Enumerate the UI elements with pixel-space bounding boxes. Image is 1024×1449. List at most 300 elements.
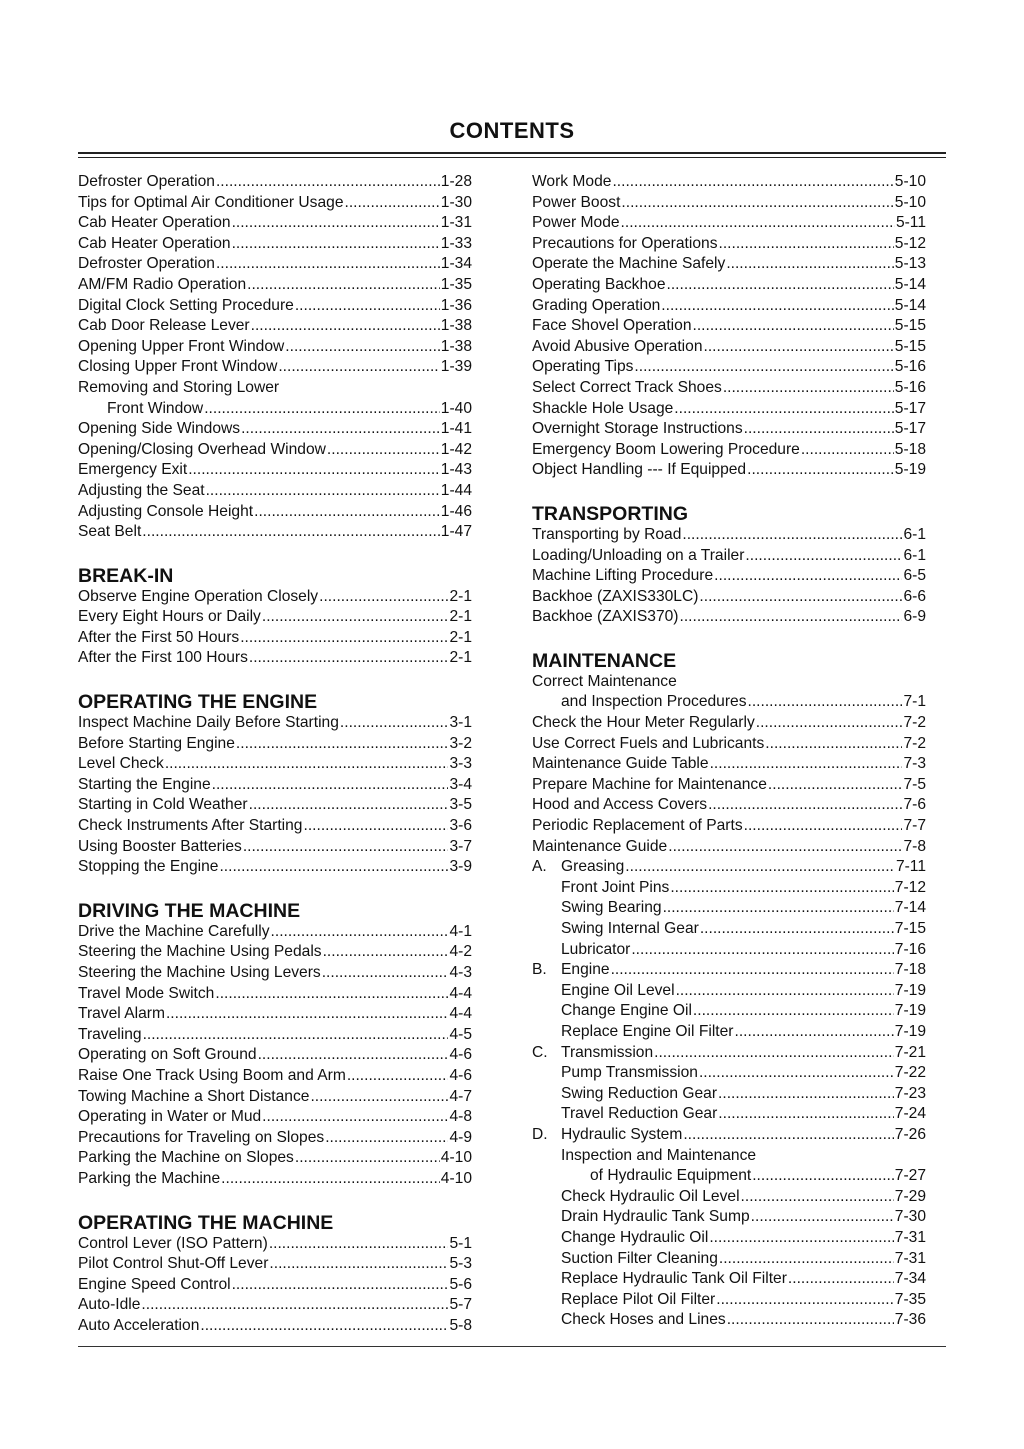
toc-entry-title: Change Engine Oil	[561, 1002, 692, 1020]
dot-leader	[683, 1125, 893, 1146]
toc-entry[interactable]	[532, 775, 926, 796]
toc-entry[interactable]	[78, 460, 472, 481]
toc-entry-page: 4-6	[449, 1066, 472, 1084]
toc-entry-title: Cab Heater Operation	[78, 234, 231, 252]
dot-leader	[271, 922, 449, 943]
toc-entry-title: Tips for Optimal Air Conditioner Usage	[78, 193, 344, 211]
dot-leader	[188, 460, 440, 481]
toc-entry-title: Digital Clock Setting Procedure	[78, 296, 294, 314]
toc-entry-page: 7-31	[894, 1228, 926, 1246]
toc-entry-title: Drive the Machine Carefully	[78, 922, 270, 940]
toc-entry[interactable]	[532, 898, 926, 919]
toc-entry-page: 2-1	[449, 608, 472, 626]
dot-leader	[718, 1084, 894, 1105]
toc-entry-title: Object Handling --- If Equipped	[532, 461, 747, 479]
toc-entry[interactable]	[532, 525, 926, 546]
toc-column-left	[78, 172, 472, 1337]
toc-entry-page: 3-1	[449, 714, 472, 732]
toc-entry-title: Change Hydraulic Oil	[561, 1228, 709, 1246]
toc-entry-page: 6-1	[903, 546, 926, 564]
toc-entry[interactable]	[78, 522, 472, 543]
toc-entry-title: Inspection and Maintenance	[561, 1146, 757, 1164]
toc-entry-title: Closing Upper Front Window	[78, 358, 278, 376]
toc-entry[interactable]	[532, 1310, 926, 1331]
dot-leader	[667, 275, 894, 296]
toc-entry[interactable]	[532, 960, 926, 981]
section-heading: OPERATING THE ENGINE	[78, 691, 318, 714]
toc-entry[interactable]	[78, 1316, 472, 1337]
toc-entry[interactable]	[532, 816, 926, 837]
toc-entry-page: 1-36	[440, 296, 472, 314]
toc-entry[interactable]	[78, 440, 472, 461]
toc-entry[interactable]	[78, 213, 472, 234]
toc-entry[interactable]	[78, 1087, 472, 1108]
toc-entry-page: 4-6	[449, 1046, 472, 1064]
dot-leader	[704, 337, 894, 358]
toc-entry[interactable]	[532, 713, 926, 734]
dot-leader	[745, 546, 902, 567]
dot-leader	[752, 1166, 894, 1187]
toc-entry[interactable]	[532, 275, 926, 296]
toc-entry[interactable]	[532, 1063, 926, 1084]
toc-entry[interactable]	[532, 672, 926, 693]
toc-entry-page: 7-36	[894, 1311, 926, 1329]
dot-leader	[347, 1066, 449, 1087]
toc-entry[interactable]	[78, 357, 472, 378]
dot-leader	[801, 440, 894, 461]
toc-entry-title: Power Boost	[532, 193, 621, 211]
toc-entry[interactable]	[532, 1228, 926, 1249]
toc-entry-page: 5-13	[894, 255, 926, 273]
toc-entry[interactable]	[532, 1187, 926, 1208]
dot-leader	[714, 566, 902, 587]
toc-entry[interactable]	[532, 878, 926, 899]
toc-entry-page: 7-11	[895, 858, 926, 876]
toc-entry-title: Hydraulic System	[561, 1125, 683, 1143]
dot-leader	[303, 816, 448, 837]
toc-entry-page: 7-15	[894, 920, 926, 937]
toc-entry-page: 4-10	[440, 1149, 472, 1167]
toc-entry-page: 7-35	[894, 1290, 926, 1308]
dot-leader	[215, 984, 448, 1005]
toc-entry[interactable]	[532, 1043, 926, 1064]
toc-entry-title: Every Eight Hours or Daily	[78, 608, 261, 626]
toc-entry[interactable]	[78, 399, 472, 420]
toc-entry-title: Precautions for Traveling on Slopes	[78, 1128, 325, 1146]
toc-entry-title: Operating Tips	[532, 358, 634, 376]
toc-entry[interactable]	[532, 546, 926, 567]
dot-leader	[249, 795, 449, 816]
toc-entry[interactable]	[532, 754, 926, 775]
toc-entry-title: Transporting by Road	[532, 525, 682, 543]
toc-entry-page: 1-41	[440, 420, 472, 438]
toc-entry-title: Pump Transmission	[561, 1064, 698, 1082]
dot-leader	[232, 234, 440, 255]
toc-entry-page: 7-5	[903, 775, 926, 793]
toc-entry-title: Auto-Idle	[78, 1296, 141, 1314]
toc-entry[interactable]	[78, 837, 472, 858]
dot-leader	[141, 1295, 448, 1316]
dot-leader	[741, 1187, 894, 1208]
toc-entry[interactable]	[532, 566, 926, 587]
toc-column-right	[532, 172, 926, 1331]
dot-leader	[625, 857, 895, 878]
dot-leader	[709, 1228, 893, 1249]
toc-entry-page: 1-46	[440, 502, 472, 520]
toc-entry[interactable]	[78, 607, 472, 628]
toc-entry-page: 7-24	[894, 1105, 926, 1123]
toc-entry-page: 2-1	[449, 628, 472, 646]
toc-entry-title: Machine Lifting Procedure	[532, 567, 714, 585]
dot-leader	[322, 963, 449, 984]
toc-entry[interactable]	[532, 419, 926, 440]
toc-entry[interactable]	[532, 940, 926, 961]
toc-entry[interactable]	[78, 734, 472, 755]
dot-leader	[708, 795, 902, 816]
toc-entry-title: Power Mode	[532, 214, 620, 232]
toc-entry[interactable]	[78, 942, 472, 963]
toc-entry-title: Work Mode	[532, 173, 612, 190]
toc-entry[interactable]	[532, 919, 926, 940]
toc-entry[interactable]	[78, 754, 472, 775]
toc-entry[interactable]	[532, 1001, 926, 1022]
toc-entry-page: 5-16	[894, 378, 926, 396]
toc-entry[interactable]	[532, 857, 926, 878]
toc-entry-title: Parking the Machine	[78, 1169, 221, 1187]
toc-entry[interactable]	[78, 419, 472, 440]
toc-entry-page: 7-19	[894, 1002, 926, 1020]
toc-entry-title: Front Joint Pins	[561, 878, 670, 896]
toc-entry-marker: A.	[532, 858, 547, 876]
toc-entry-page: 4-4	[449, 984, 472, 1002]
toc-entry-title: Swing Internal Gear	[561, 920, 699, 937]
toc-entry-page: 5-10	[894, 193, 926, 211]
toc-entry-page: 7-18	[894, 961, 926, 979]
toc-entry[interactable]	[78, 1045, 472, 1066]
dot-leader	[747, 460, 894, 481]
dot-leader	[327, 440, 440, 461]
toc-entry[interactable]	[78, 296, 472, 317]
toc-entry[interactable]	[532, 1249, 926, 1270]
toc-entry-title: Operating Backhoe	[532, 275, 666, 293]
dot-leader	[142, 522, 440, 543]
toc-entry-title: Lubricator	[561, 940, 631, 958]
dot-leader	[295, 296, 440, 317]
toc-entry[interactable]	[78, 775, 472, 796]
toc-entry[interactable]	[532, 1104, 926, 1125]
toc-entry-title: Level Check	[78, 755, 164, 773]
toc-entry-title: Engine	[561, 961, 610, 979]
toc-entry-page: 7-30	[894, 1208, 926, 1226]
toc-entry-title: Operate the Machine Safely	[532, 255, 726, 273]
toc-entry-page: 4-10	[440, 1169, 472, 1187]
dot-leader	[262, 1107, 448, 1128]
dot-leader	[249, 648, 449, 669]
toc-entry-marker: D.	[532, 1125, 548, 1143]
toc-entry-page: 3-7	[449, 837, 472, 855]
toc-entry-page: 1-33	[440, 234, 472, 252]
dot-leader	[216, 172, 440, 193]
toc-entry-title: Backhoe (ZAXIS330LC)	[532, 587, 699, 605]
toc-entry-title: After the First 50 Hours	[78, 628, 240, 646]
toc-entry-title: Replace Engine Oil Filter	[561, 1022, 734, 1040]
toc-entry[interactable]	[532, 607, 926, 628]
toc-entry-page: 5-10	[894, 173, 926, 190]
toc-entry-title: Check Instruments After Starting	[78, 817, 303, 835]
toc-entry[interactable]	[532, 587, 926, 608]
toc-entry-title: Transmission	[561, 1043, 654, 1061]
toc-entry[interactable]	[532, 213, 926, 234]
toc-entry-title: Parking the Machine on Slopes	[78, 1149, 294, 1167]
dot-leader	[345, 193, 440, 214]
toc-entry[interactable]	[78, 1234, 472, 1255]
dot-leader	[310, 1087, 448, 1108]
toc-entry-page: 4-7	[449, 1087, 472, 1105]
toc-entry[interactable]	[78, 1107, 472, 1128]
toc-entry-page: 6-6	[903, 587, 926, 605]
toc-entry[interactable]	[78, 984, 472, 1005]
dot-leader	[254, 502, 440, 523]
dot-leader	[668, 837, 902, 858]
toc-entry[interactable]	[532, 837, 926, 858]
toc-entry-page: 4-5	[449, 1025, 472, 1043]
toc-entry-title: Defroster Operation	[78, 173, 215, 190]
dot-leader	[744, 419, 894, 440]
toc-entry-page: 7-19	[894, 1022, 926, 1040]
toc-entry[interactable]	[532, 254, 926, 275]
footer-rule	[78, 1346, 946, 1347]
toc-entry-title: Towing Machine a Short Distance	[78, 1087, 310, 1105]
toc-entry-title: Loading/Unloading on a Trailer	[532, 546, 745, 564]
toc-entry-page: 7-21	[894, 1043, 926, 1061]
toc-entry[interactable]	[532, 337, 926, 358]
toc-entry-title: Swing Bearing	[561, 899, 662, 917]
toc-entry-title: Drain Hydraulic Tank Sump	[561, 1208, 750, 1226]
toc-entry[interactable]	[78, 234, 472, 255]
toc-entry[interactable]	[78, 1128, 472, 1149]
toc-entry-page: 7-12	[894, 878, 926, 896]
toc-entry[interactable]	[78, 1148, 472, 1169]
dot-leader	[719, 1249, 894, 1270]
dot-leader	[204, 399, 440, 420]
toc-entry-page: 1-43	[440, 461, 472, 479]
toc-entry-page: 1-28	[440, 173, 472, 190]
toc-entry[interactable]	[78, 587, 472, 608]
toc-entry[interactable]	[78, 1295, 472, 1316]
toc-entry-title: Travel Reduction Gear	[561, 1105, 718, 1123]
toc-entry[interactable]	[78, 1004, 472, 1025]
toc-entry[interactable]	[532, 1166, 926, 1187]
toc-entry-page: 1-39	[440, 358, 472, 376]
toc-entry-title: Replace Hydraulic Tank Oil Filter	[561, 1270, 787, 1288]
toc-entry-page: 5-8	[449, 1316, 472, 1334]
toc-entry-title: Pilot Control Shut-Off Lever	[78, 1255, 269, 1273]
toc-entry-title: Replace Pilot Oil Filter	[561, 1290, 716, 1308]
dot-leader	[236, 734, 449, 755]
dot-leader	[269, 1254, 448, 1275]
toc-entry-title: Cab Door Release Lever	[78, 317, 250, 335]
toc-entry-page: 1-47	[440, 523, 472, 541]
toc-entry-title: Observe Engine Operation Closely	[78, 587, 319, 605]
toc-entry[interactable]	[532, 460, 926, 481]
toc-entry-title: Starting in Cold Weather	[78, 796, 248, 814]
toc-entry-marker: B.	[532, 961, 547, 979]
toc-entry-title: Use Correct Fuels and Lubricants	[532, 734, 765, 752]
toc-entry-page: 7-23	[894, 1084, 926, 1102]
dot-leader	[323, 942, 449, 963]
toc-entry[interactable]	[532, 1022, 926, 1043]
dot-leader	[165, 754, 449, 775]
toc-entry[interactable]	[532, 399, 926, 420]
toc-entry[interactable]	[78, 481, 472, 502]
toc-entry-title: and Inspection Procedures	[561, 693, 747, 711]
toc-entry-title: Using Booster Batteries	[78, 837, 242, 855]
dot-leader	[716, 1290, 894, 1311]
toc-entry-page: 1-30	[440, 193, 472, 211]
toc-entry[interactable]	[532, 357, 926, 378]
toc-entry[interactable]	[78, 1025, 472, 1046]
dot-leader	[751, 1207, 894, 1228]
dot-leader	[765, 734, 902, 755]
dot-leader	[262, 607, 449, 628]
toc-entry-title: Prepare Machine for Maintenance	[532, 775, 767, 793]
toc-entry[interactable]	[532, 795, 926, 816]
toc-entry-page: 5-16	[894, 358, 926, 376]
toc-entry[interactable]	[532, 234, 926, 255]
toc-entry[interactable]	[532, 1269, 926, 1290]
toc-entry-page: 7-26	[894, 1125, 926, 1143]
dot-leader	[663, 898, 894, 919]
toc-entry-page: 5-19	[894, 461, 926, 479]
toc-entry[interactable]	[532, 172, 926, 193]
toc-entry-page: 4-2	[449, 943, 472, 961]
dot-leader	[295, 1148, 440, 1169]
dot-leader	[621, 213, 895, 234]
dot-leader	[232, 213, 440, 234]
toc-entry-page: 7-34	[894, 1270, 926, 1288]
toc-entry[interactable]	[78, 1254, 472, 1275]
toc-entry[interactable]	[78, 857, 472, 878]
toc-entry[interactable]	[532, 981, 926, 1002]
dot-leader	[676, 981, 894, 1002]
toc-entry-title: Emergency Exit	[78, 461, 188, 479]
toc-entry-title: Precautions for Operations	[532, 234, 718, 252]
dot-leader	[710, 754, 903, 775]
toc-entry-page: 1-38	[440, 337, 472, 355]
toc-entry[interactable]	[78, 275, 472, 296]
toc-entry[interactable]	[78, 193, 472, 214]
toc-entry-page: 7-29	[894, 1187, 926, 1205]
toc-entry-title: Front Window	[107, 399, 204, 417]
toc-entry-page: 6-1	[903, 525, 926, 543]
toc-entry[interactable]	[78, 1275, 472, 1296]
toc-entry-title: Overnight Storage Instructions	[532, 420, 743, 438]
toc-entry[interactable]	[532, 193, 926, 214]
toc-entry-title: Shackle Hole Usage	[532, 399, 674, 417]
dot-leader	[699, 587, 902, 608]
toc-entry[interactable]	[78, 628, 472, 649]
dot-leader	[216, 254, 440, 275]
toc-entry[interactable]	[78, 816, 472, 837]
toc-entry-title: Adjusting the Seat	[78, 481, 205, 499]
toc-entry-title: Seat Belt	[78, 523, 142, 541]
toc-entry-title: Engine Speed Control	[78, 1275, 231, 1293]
toc-entry[interactable]	[78, 713, 472, 734]
toc-entry-title: Starting the Engine	[78, 775, 211, 793]
section-heading: DRIVING THE MACHINE	[78, 899, 301, 922]
toc-entry-page: 1-40	[440, 399, 472, 417]
toc-entry-page: 5-1	[449, 1234, 472, 1252]
toc-entry[interactable]	[532, 316, 926, 337]
dot-leader	[278, 357, 439, 378]
toc-entry[interactable]	[78, 963, 472, 984]
toc-entry[interactable]	[532, 378, 926, 399]
toc-entry-title: Opening Upper Front Window	[78, 337, 285, 355]
toc-entry[interactable]	[78, 1169, 472, 1190]
section-heading: OPERATING THE MACHINE	[78, 1211, 334, 1234]
toc-entry-title: Check the Hour Meter Regularly	[532, 714, 755, 732]
toc-entry-page: 1-34	[440, 255, 472, 273]
toc-entry-page: 4-3	[449, 964, 472, 981]
dot-leader	[748, 692, 903, 713]
dot-leader	[258, 1045, 449, 1066]
toc-entry-title: Swing Reduction Gear	[561, 1084, 718, 1102]
toc-entry-page: 3-6	[449, 817, 472, 835]
toc-entry-marker: C.	[532, 1043, 548, 1061]
toc-entry-title: Maintenance Guide Table	[532, 755, 709, 773]
toc-entry[interactable]	[78, 922, 472, 943]
toc-entry[interactable]	[78, 378, 472, 399]
toc-entry[interactable]	[78, 795, 472, 816]
toc-entry[interactable]	[532, 440, 926, 461]
toc-entry[interactable]	[532, 1146, 926, 1167]
dot-leader	[612, 172, 893, 193]
toc-entry[interactable]	[532, 1207, 926, 1228]
dot-leader	[734, 1022, 893, 1043]
toc-entry[interactable]	[78, 316, 472, 337]
toc-entry[interactable]	[532, 296, 926, 317]
toc-entry-title: Operating on Soft Ground	[78, 1046, 257, 1064]
toc-entry[interactable]	[532, 1084, 926, 1105]
toc-entry-page: 7-31	[894, 1249, 926, 1267]
toc-entry[interactable]	[532, 1125, 926, 1146]
dot-leader	[756, 713, 903, 734]
toc-entry[interactable]	[78, 648, 472, 669]
dot-leader	[727, 1310, 894, 1331]
toc-entry[interactable]	[78, 502, 472, 523]
toc-entry-page: 5-6	[449, 1275, 472, 1293]
toc-entry-title: Grading Operation	[532, 296, 661, 314]
toc-entry[interactable]	[78, 1066, 472, 1087]
toc-entry-page: 7-2	[903, 714, 926, 732]
toc-entry-page: 7-2	[903, 734, 926, 752]
toc-entry-title: Periodic Replacement of Parts	[532, 817, 743, 835]
toc-entry[interactable]	[78, 172, 472, 193]
dot-leader	[269, 1234, 449, 1255]
toc-entry[interactable]	[532, 1290, 926, 1311]
dot-leader	[206, 481, 440, 502]
toc-entry-page: 3-5	[449, 796, 472, 814]
toc-entry-page: 4-1	[449, 922, 472, 940]
toc-entry[interactable]	[78, 254, 472, 275]
toc-entry[interactable]	[532, 692, 926, 713]
toc-entry-page: 5-17	[894, 399, 926, 417]
toc-entry-page: 1-35	[440, 275, 472, 293]
toc-entry-title: Check Hoses and Lines	[561, 1311, 726, 1329]
toc-entry[interactable]	[78, 337, 472, 358]
toc-entry-title: Greasing	[561, 858, 625, 876]
toc-entry[interactable]	[532, 734, 926, 755]
